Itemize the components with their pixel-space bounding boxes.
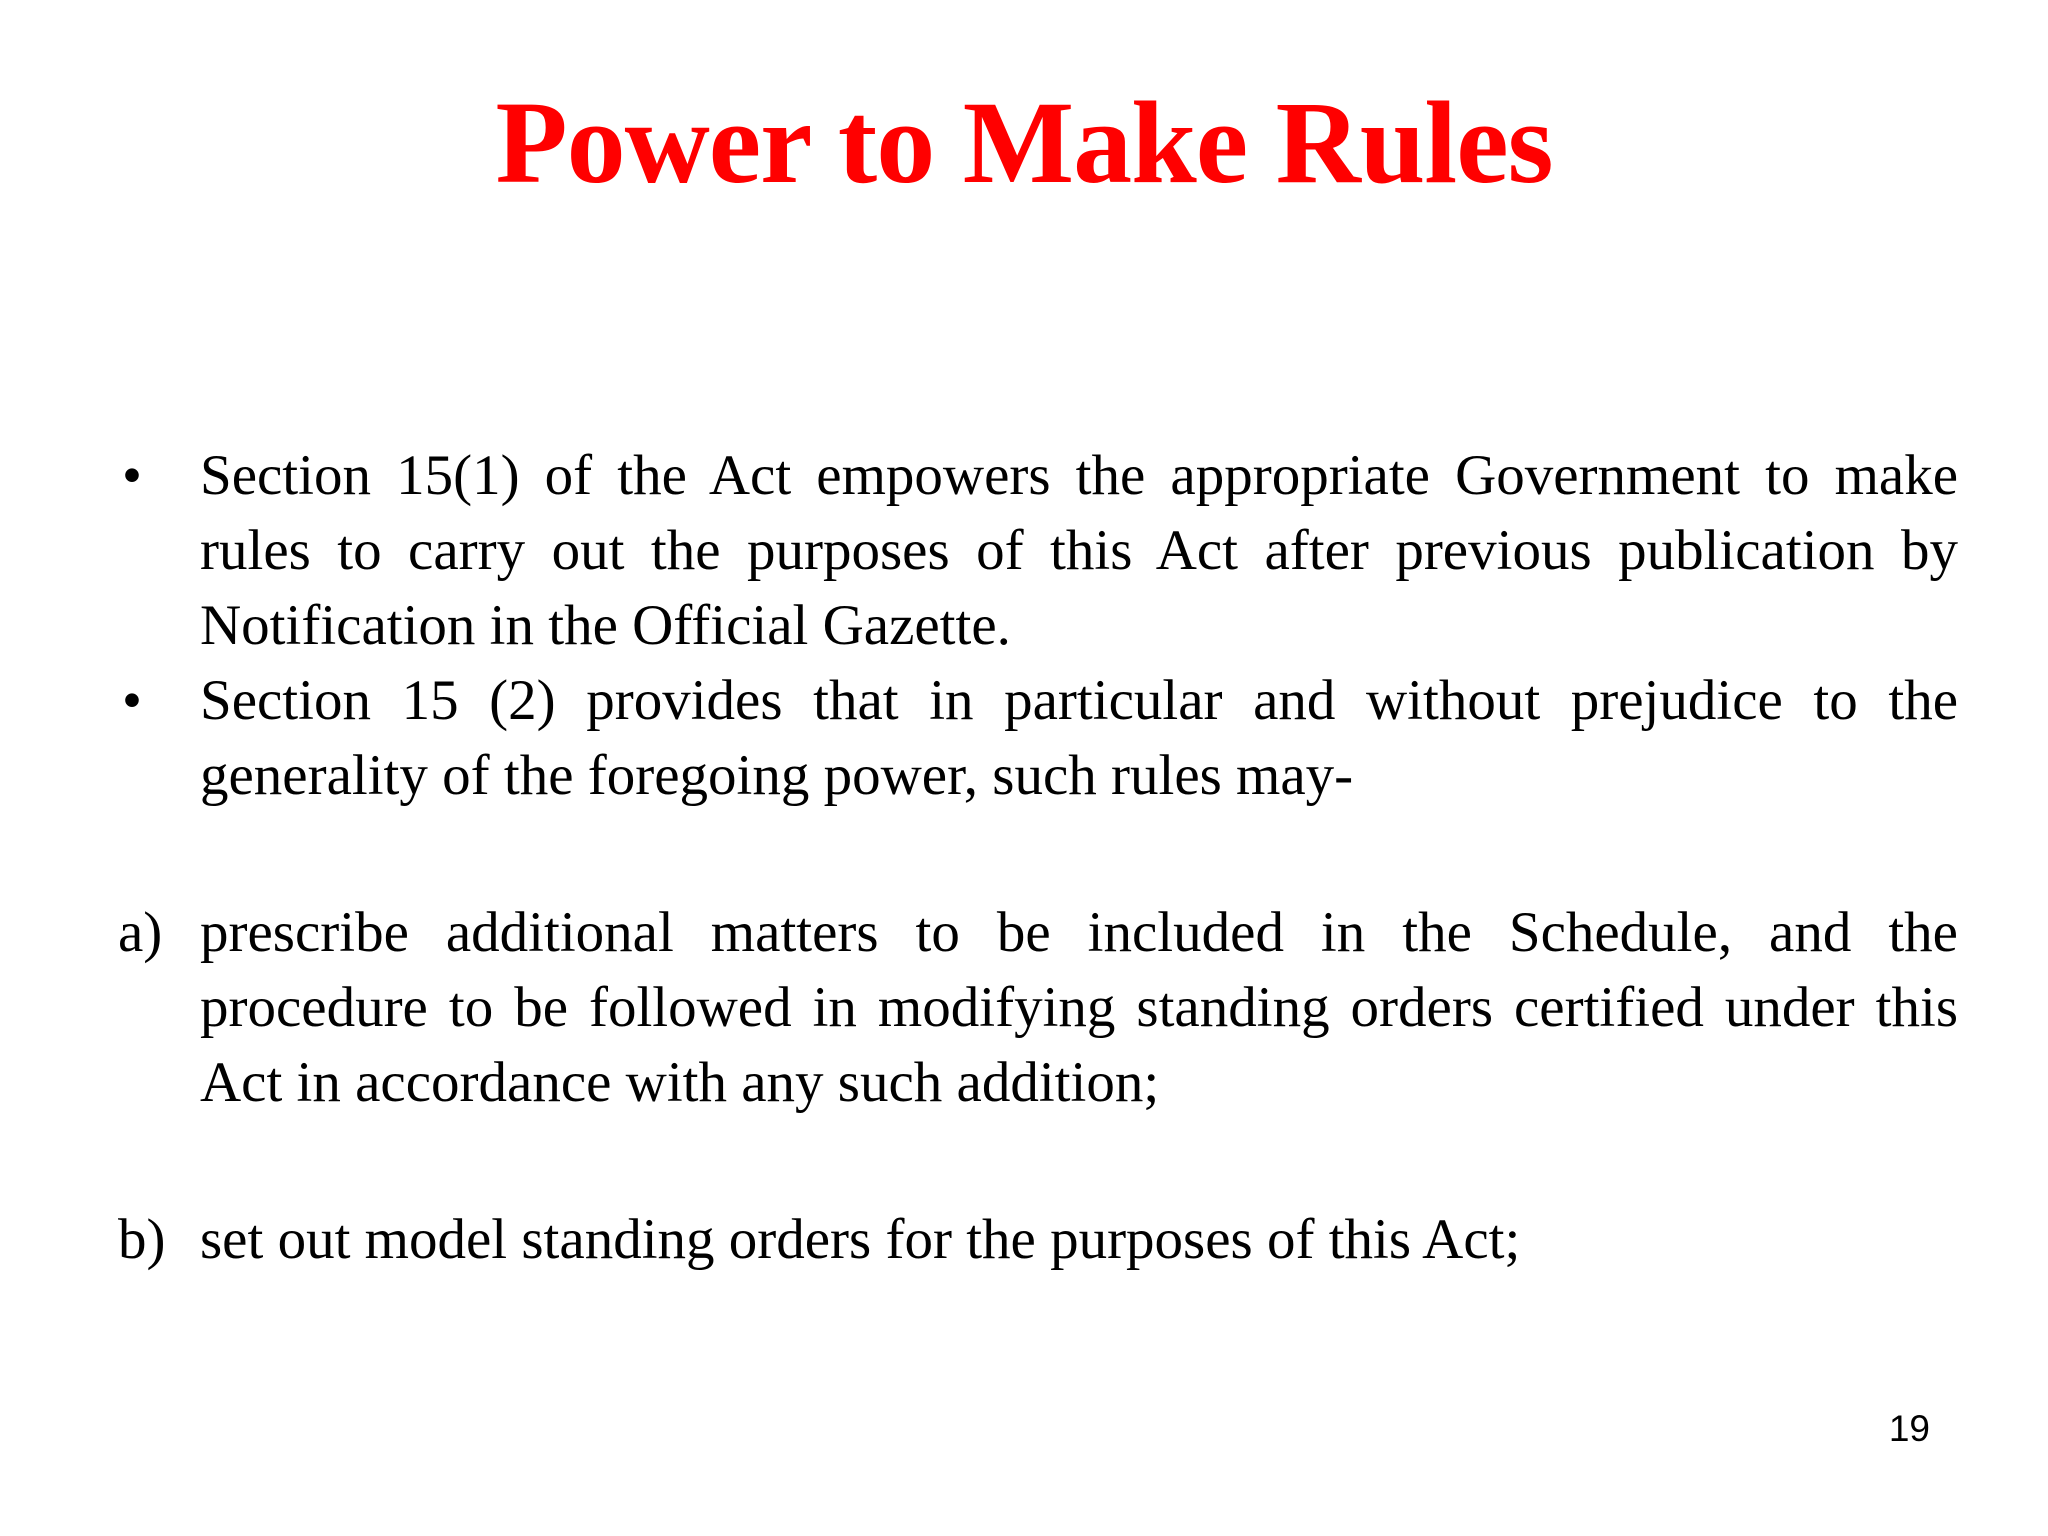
bullet-marker: • [122, 669, 142, 732]
bullet-item-section-15-1 [118, 438, 1958, 663]
list-marker: a) [118, 901, 163, 964]
list-item-a [118, 895, 1958, 1120]
bullet-text: Section 15(1) of the Act empowers the appropriate Government to make rules to carry out the purposes of this Act after previous publication by Notification in the Official Gazette. [200, 444, 1958, 657]
slide-body [118, 438, 1958, 1277]
list-text: prescribe additional matters to be included in the Schedule, and the procedure to be followed in modifying standing orders certified under this Act in accordance with any such addition; [200, 901, 1958, 1114]
bullet-text: Section 15 (2) provides that in particular and without prejudice to the generality of the foregoing power, such rules may- [200, 669, 1958, 807]
list-text: set out model standing orders for the purposes of this Act; [200, 1208, 1521, 1271]
list-marker: b) [118, 1208, 166, 1271]
bullet-marker: • [122, 444, 142, 507]
slide-title: Power to Make Rules [495, 77, 1553, 208]
list-item-b [118, 1202, 1958, 1277]
bullet-item-section-15-2 [118, 663, 1958, 813]
page-number: 19 [1888, 1408, 1930, 1449]
